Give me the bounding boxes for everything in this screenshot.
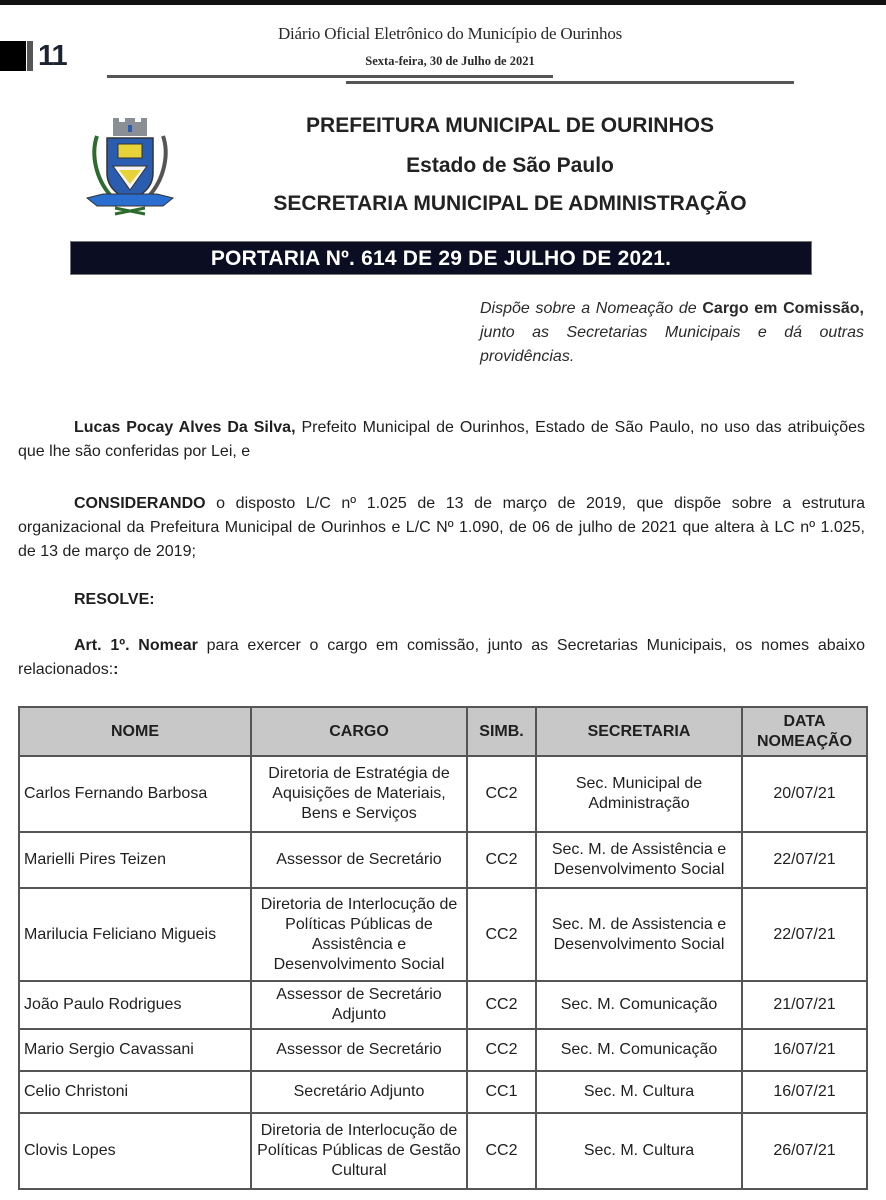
header-simb: SIMB. [467, 707, 536, 756]
cell-cargo: Secretário Adjunto [251, 1071, 467, 1113]
table-row [19, 756, 867, 832]
table-row [19, 981, 867, 1029]
paragraph-considerando [18, 492, 865, 564]
cell-nome: João Paulo Rodrigues [19, 981, 251, 1029]
header-secretaria: SECRETARIA [536, 707, 742, 756]
ementa [480, 297, 864, 369]
cell-nome: Mario Sergio Cavassani [19, 1029, 251, 1071]
cell-secretaria: Sec. M. Cultura [536, 1071, 742, 1113]
cell-secretaria: Sec. M. Comunicação [536, 1029, 742, 1071]
table-row [19, 1071, 867, 1113]
cell-data: 16/07/21 [742, 1071, 867, 1113]
ementa-text-2: junto as Secretarias Municipais e dá outras providências. [480, 324, 864, 365]
table-row [19, 1029, 867, 1071]
cell-nome: Marilucia Feliciano Migueis [19, 888, 251, 981]
table-row [19, 1113, 867, 1189]
portaria-title: PORTARIA Nº. 614 DE 29 DE JULHO DE 2021. [70, 241, 812, 275]
appointments-table [18, 706, 868, 1190]
cell-cargo: Diretoria de Estratégia de Aquisições de Materiais, Bens e Serviços [251, 756, 467, 832]
ementa-bold: Cargo em Comissão, [702, 300, 865, 317]
coat-of-arms-icon [83, 118, 177, 216]
cell-data: 26/07/21 [742, 1113, 867, 1189]
table-row [19, 832, 867, 888]
cell-cargo: Diretoria de Interlocução de Políticas Públicas de Gestão Cultural [251, 1113, 467, 1189]
page-marker-bar [27, 41, 33, 71]
cell-nome: Clovis Lopes [19, 1113, 251, 1189]
top-border [0, 0, 886, 5]
cell-nome: Marielli Pires Teizen [19, 832, 251, 888]
table-header-row [19, 707, 867, 756]
considerando-text: o disposto L/C nº 1.025 de 13 de março de 2019, que dispõe sobre a estrutura organizacional da Prefeitura Municipal de Ourinhos e L/C Nº 1.090, de 06 de julho de 2021 que altera à LC nº 1.025, de 13 de março de 2019; [18, 495, 865, 560]
paragraph-resolve [18, 588, 865, 612]
header-rule-2 [346, 81, 794, 84]
cell-simb: CC2 [467, 888, 536, 981]
gazette-date: Sexta-feira, 30 de Julho de 2021 [365, 54, 535, 68]
header-rule-1 [107, 75, 553, 78]
cell-data: 22/07/21 [742, 888, 867, 981]
paragraph-article-1 [18, 634, 865, 682]
cell-simb: CC2 [467, 981, 536, 1029]
cell-data: 20/07/21 [742, 756, 867, 832]
header-data-line1: DATA [783, 712, 826, 730]
resolve-label: RESOLVE: [74, 591, 155, 608]
article-1-text: para exercer o cargo em comissão, junto as Secretarias Municipais, os nomes abaixo relacionados: [18, 637, 865, 678]
cell-simb: CC1 [467, 1071, 536, 1113]
cell-nome: Carlos Fernando Barbosa [19, 756, 251, 832]
gazette-title: Diário Oficial Eletrônico do Município de Ourinhos [277, 24, 623, 43]
page-number: 11 [38, 40, 67, 72]
org-state: Estado de São Paulo [406, 154, 614, 177]
cell-data: 22/07/21 [742, 832, 867, 888]
cell-nome: Celio Christoni [19, 1071, 251, 1113]
header-data [742, 707, 867, 756]
paragraph-mayor-text: Prefeito Municipal de Ourinhos, Estado de São Paulo, no uso das atribuições que lhe são conferidas por Lei, e [18, 419, 865, 460]
mayor-name: Lucas Pocay Alves Da Silva, [74, 419, 296, 436]
header-data-line2: NOMEAÇÃO [756, 732, 853, 750]
cell-cargo: Assessor de Secretário Adjunto [251, 981, 467, 1029]
page-marker-block [0, 41, 26, 71]
cell-data: 21/07/21 [742, 981, 867, 1029]
org-name: PREFEITURA MUNICIPAL DE OURINHOS [306, 114, 714, 137]
cell-simb: CC2 [467, 1113, 536, 1189]
cell-simb: CC2 [467, 756, 536, 832]
cell-secretaria: Sec. M. de Assistencia e Desenvolvimento Social [536, 888, 742, 981]
cell-cargo: Assessor de Secretário [251, 832, 467, 888]
cell-secretaria: Sec. Municipal de Administração [536, 756, 742, 832]
cell-data: 16/07/21 [742, 1029, 867, 1071]
table-row [19, 888, 867, 981]
cell-cargo: Diretoria de Interlocução de Políticas Públicas de Assistência e Desenvolvimento Social [251, 888, 467, 981]
paragraph-mayor [18, 416, 865, 464]
article-1-colon: : [113, 661, 119, 678]
cell-secretaria: Sec. M. Comunicação [536, 981, 742, 1029]
considerando-label: CONSIDERANDO [74, 495, 206, 512]
header-nome: NOME [19, 707, 251, 756]
cell-secretaria: Sec. M. Cultura [536, 1113, 742, 1189]
cell-cargo: Assessor de Secretário [251, 1029, 467, 1071]
cell-secretaria: Sec. M. de Assistência e Desenvolvimento Social [536, 832, 742, 888]
cell-simb: CC2 [467, 1029, 536, 1071]
cell-simb: CC2 [467, 832, 536, 888]
org-department: SECRETARIA MUNICIPAL DE ADMINISTRAÇÃO [273, 192, 747, 215]
ementa-text-1: Dispõe sobre a Nomeação de [480, 300, 703, 317]
header-cargo: CARGO [251, 707, 467, 756]
article-1-label: Art. 1º. Nomear [74, 637, 198, 654]
